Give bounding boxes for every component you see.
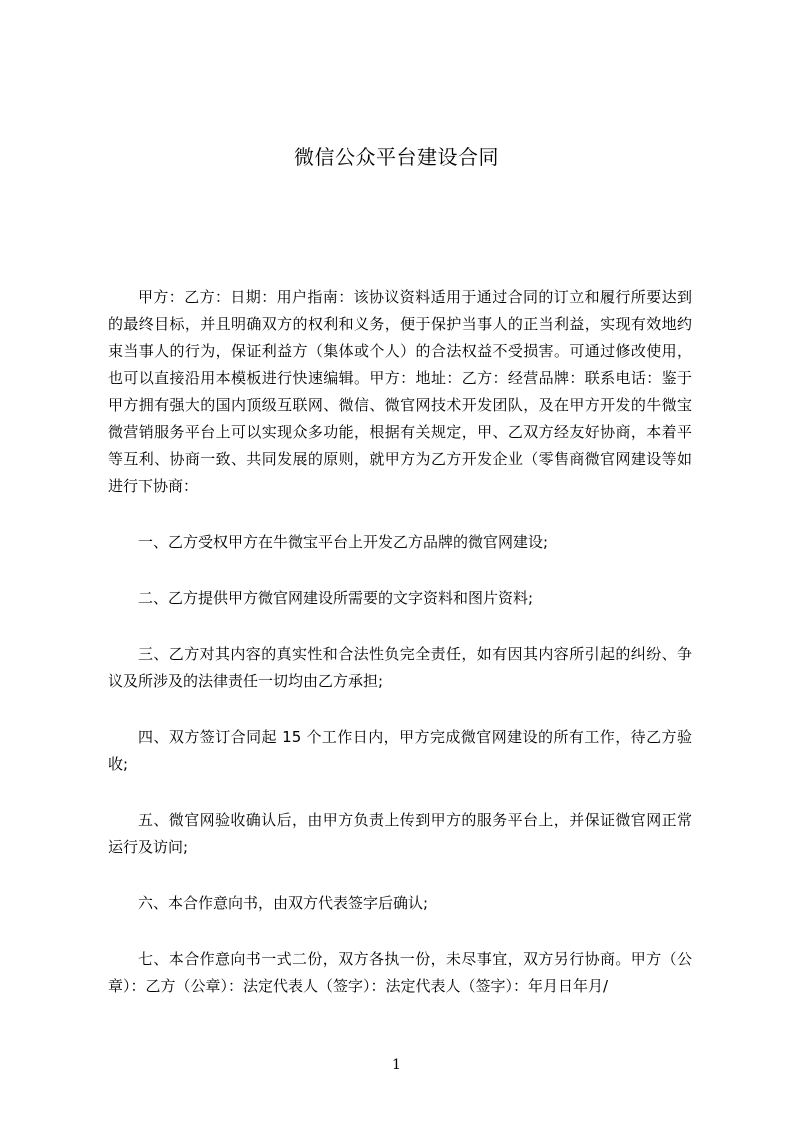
clause-4: 四、双方签订合同起 15 个工作日内，甲方完成微官网建设的所有工作，待乙方验收; (108, 728, 692, 773)
clause-3: 三、乙方对其内容的真实性和合法性负完全责任，如有因其内容所引起的纠纷、争议及所涉及的法律责任一切均由乙方承担; (108, 645, 692, 690)
clause-7: 七、本合作意向书一式二份，双方各执一份，未尽事宜，双方另行协商。甲方（公章）：乙方（公章）：法定代表人（签字）：法定代表人（签字）：年月日年月/ (108, 950, 692, 995)
clause-5: 五、微官网验收确认后，由甲方负责上传到甲方的服务平台上，并保证微官网正常运行及访问; (108, 811, 692, 856)
page-number: 1 (392, 1057, 401, 1073)
contract-body (108, 284, 692, 1029)
intro-paragraph: 甲方：乙方：日期：用户指南：该协议资料适用于通过合同的订立和履行所要达到的最终目标，并且明确双方的权利和义务，便于保护当事人的正当利益，实现有效地约束当事人的行为，保证利益方（集体或个人）的合法权益不受损害。可通过修改使用，也可以直接沿用本模板进行快速编辑。甲方：地址：乙方：经营品牌：联系电话：鉴于甲方拥有强大的国内顶级互联网、微信、微官网技术开发团队，及在甲方开发的牛微宝微营销服务平台上可以实现众多功能，根据有关规定，甲、乙双方经友好协商，本着平等互利、协商一致、共同发展的原则，就甲方为乙方开发企业（零售商微官网建设等如进行下协商： (108, 288, 692, 495)
clause-2: 二、乙方提供甲方微官网建设所需要的文字资料和图片资料; (138, 589, 534, 607)
contract-title: 微信公众平台建设合同 (294, 145, 499, 169)
clause-6: 六、本合作意向书，由双方代表签字后确认; (138, 894, 429, 912)
clause-1: 一、乙方受权甲方在牛微宝平台上开发乙方品牌的微官网建设; (138, 533, 549, 551)
